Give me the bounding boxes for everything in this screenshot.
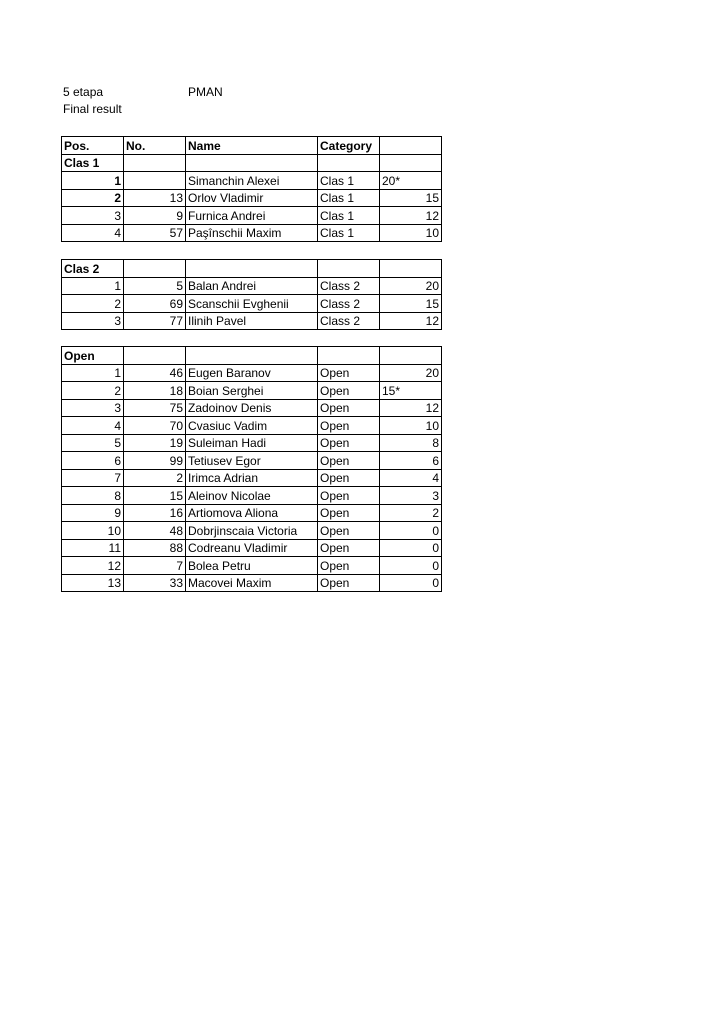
no-cell: 13 (124, 189, 186, 207)
name-cell: Dobrjinscaia Victoria (186, 522, 318, 540)
col-header-category: Category (318, 137, 380, 155)
category-cell: Open (318, 364, 380, 382)
pos-cell: 9 (62, 504, 124, 522)
empty-cell (380, 154, 442, 172)
no-cell: 99 (124, 452, 186, 470)
no-cell: 46 (124, 364, 186, 382)
name-cell: Suleiman Hadi (186, 434, 318, 452)
pos-cell: 6 (62, 452, 124, 470)
table-row (62, 557, 442, 575)
empty-cell (318, 347, 380, 365)
table-row (62, 417, 442, 435)
pos-cell: 1 (62, 172, 124, 190)
no-cell: 33 (124, 574, 186, 592)
table-row (62, 224, 442, 242)
points-cell: 10 (380, 417, 442, 435)
points-cell: 0 (380, 522, 442, 540)
no-cell: 70 (124, 417, 186, 435)
col-header-name: Name (186, 137, 318, 155)
no-cell: 2 (124, 469, 186, 487)
category-cell: Class 2 (318, 295, 380, 313)
points-cell: 8 (380, 434, 442, 452)
pos-cell: 1 (62, 364, 124, 382)
category-cell: Open (318, 434, 380, 452)
category-cell: Class 2 (318, 312, 380, 330)
name-cell: Ilinih Pavel (186, 312, 318, 330)
table-row (62, 382, 442, 400)
no-cell: 9 (124, 207, 186, 225)
category-cell: Open (318, 469, 380, 487)
category-cell: Open (318, 487, 380, 505)
empty-cell (124, 260, 186, 278)
points-cell: 12 (380, 399, 442, 417)
points-cell: 20* (380, 172, 442, 190)
no-cell: 16 (124, 504, 186, 522)
results-table-clas1 (61, 136, 442, 242)
points-cell: 12 (380, 312, 442, 330)
name-cell: Irimca Adrian (186, 469, 318, 487)
pos-cell: 8 (62, 487, 124, 505)
pos-cell: 4 (62, 224, 124, 242)
group-title: Open (62, 347, 124, 365)
points-cell: 0 (380, 539, 442, 557)
no-cell (124, 172, 186, 190)
pos-cell: 7 (62, 469, 124, 487)
points-cell: 20 (380, 364, 442, 382)
table-row (62, 504, 442, 522)
name-cell: Aleinov Nicolae (186, 487, 318, 505)
name-cell: Cvasiuc Vadim (186, 417, 318, 435)
name-cell: Boian Serghei (186, 382, 318, 400)
name-cell: Paşînschii Maxim (186, 224, 318, 242)
table-row (62, 399, 442, 417)
name-cell: Macovei Maxim (186, 574, 318, 592)
results-table-open (61, 346, 442, 592)
empty-cell (380, 260, 442, 278)
pos-cell: 1 (62, 277, 124, 295)
table-row (62, 539, 442, 557)
name-cell: Simanchin Alexei (186, 172, 318, 190)
pos-cell: 11 (62, 539, 124, 557)
name-cell: Furnica Andrei (186, 207, 318, 225)
empty-cell (186, 347, 318, 365)
points-cell: 0 (380, 574, 442, 592)
group-title: Clas 1 (62, 154, 124, 172)
no-cell: 69 (124, 295, 186, 313)
stage-label: 5 etapa (63, 85, 104, 99)
empty-cell (186, 260, 318, 278)
category-cell: Open (318, 504, 380, 522)
pos-cell: 2 (62, 295, 124, 313)
group-title: Clas 2 (62, 260, 124, 278)
category-cell: Open (318, 522, 380, 540)
empty-cell (124, 154, 186, 172)
points-cell: 15 (380, 295, 442, 313)
no-cell: 15 (124, 487, 186, 505)
name-cell: Zadoinov Denis (186, 399, 318, 417)
category-cell: Class 2 (318, 277, 380, 295)
empty-cell (186, 154, 318, 172)
table-row (62, 522, 442, 540)
category-cell: Clas 1 (318, 172, 380, 190)
pos-cell: 3 (62, 312, 124, 330)
no-cell: 88 (124, 539, 186, 557)
category-cell: Open (318, 399, 380, 417)
group-header-row (62, 154, 442, 172)
points-cell: 2 (380, 504, 442, 522)
category-cell: Clas 1 (318, 189, 380, 207)
pos-cell: 3 (62, 207, 124, 225)
table-row (62, 469, 442, 487)
event-label: PMAN (188, 85, 223, 99)
table-row (62, 364, 442, 382)
category-cell: Open (318, 557, 380, 575)
pos-cell: 3 (62, 399, 124, 417)
name-cell: Bolea Petru (186, 557, 318, 575)
pos-cell: 2 (62, 189, 124, 207)
table-row (62, 487, 442, 505)
pos-cell: 13 (62, 574, 124, 592)
no-cell: 19 (124, 434, 186, 452)
col-header-no: No. (124, 137, 186, 155)
table-row (62, 312, 442, 330)
pos-cell: 12 (62, 557, 124, 575)
pos-cell: 5 (62, 434, 124, 452)
points-cell: 0 (380, 557, 442, 575)
empty-cell (380, 347, 442, 365)
empty-cell (318, 260, 380, 278)
points-cell: 12 (380, 207, 442, 225)
no-cell: 75 (124, 399, 186, 417)
no-cell: 5 (124, 277, 186, 295)
pos-cell: 4 (62, 417, 124, 435)
table-row (62, 277, 442, 295)
points-cell: 15* (380, 382, 442, 400)
points-cell: 6 (380, 452, 442, 470)
col-header-points (380, 137, 442, 155)
points-cell: 10 (380, 224, 442, 242)
name-cell: Codreanu Vladimir (186, 539, 318, 557)
category-cell: Clas 1 (318, 207, 380, 225)
name-cell: Eugen Baranov (186, 364, 318, 382)
name-cell: Scanschii Evghenii (186, 295, 318, 313)
group-header-row (62, 347, 442, 365)
points-cell: 3 (380, 487, 442, 505)
points-cell: 20 (380, 277, 442, 295)
no-cell: 7 (124, 557, 186, 575)
col-header-pos: Pos. (62, 137, 124, 155)
points-cell: 4 (380, 469, 442, 487)
empty-cell (318, 154, 380, 172)
no-cell: 48 (124, 522, 186, 540)
no-cell: 18 (124, 382, 186, 400)
table-row (62, 574, 442, 592)
category-cell: Open (318, 539, 380, 557)
table-row (62, 452, 442, 470)
category-cell: Open (318, 574, 380, 592)
category-cell: Open (318, 417, 380, 435)
no-cell: 77 (124, 312, 186, 330)
table-row (62, 434, 442, 452)
pos-cell: 2 (62, 382, 124, 400)
name-cell: Tetiusev Egor (186, 452, 318, 470)
category-cell: Open (318, 452, 380, 470)
category-cell: Open (318, 382, 380, 400)
name-cell: Balan Andrei (186, 277, 318, 295)
no-cell: 57 (124, 224, 186, 242)
name-cell: Orlov Vladimir (186, 189, 318, 207)
column-header-row (62, 137, 442, 155)
subtitle-label: Final result (63, 102, 122, 116)
points-cell: 15 (380, 189, 442, 207)
pos-cell: 10 (62, 522, 124, 540)
table-row (62, 207, 442, 225)
name-cell: Artiomova Aliona (186, 504, 318, 522)
group-header-row (62, 260, 442, 278)
table-row (62, 172, 442, 190)
results-table-clas2 (61, 259, 442, 330)
table-row (62, 295, 442, 313)
table-row (62, 189, 442, 207)
empty-cell (124, 347, 186, 365)
category-cell: Clas 1 (318, 224, 380, 242)
